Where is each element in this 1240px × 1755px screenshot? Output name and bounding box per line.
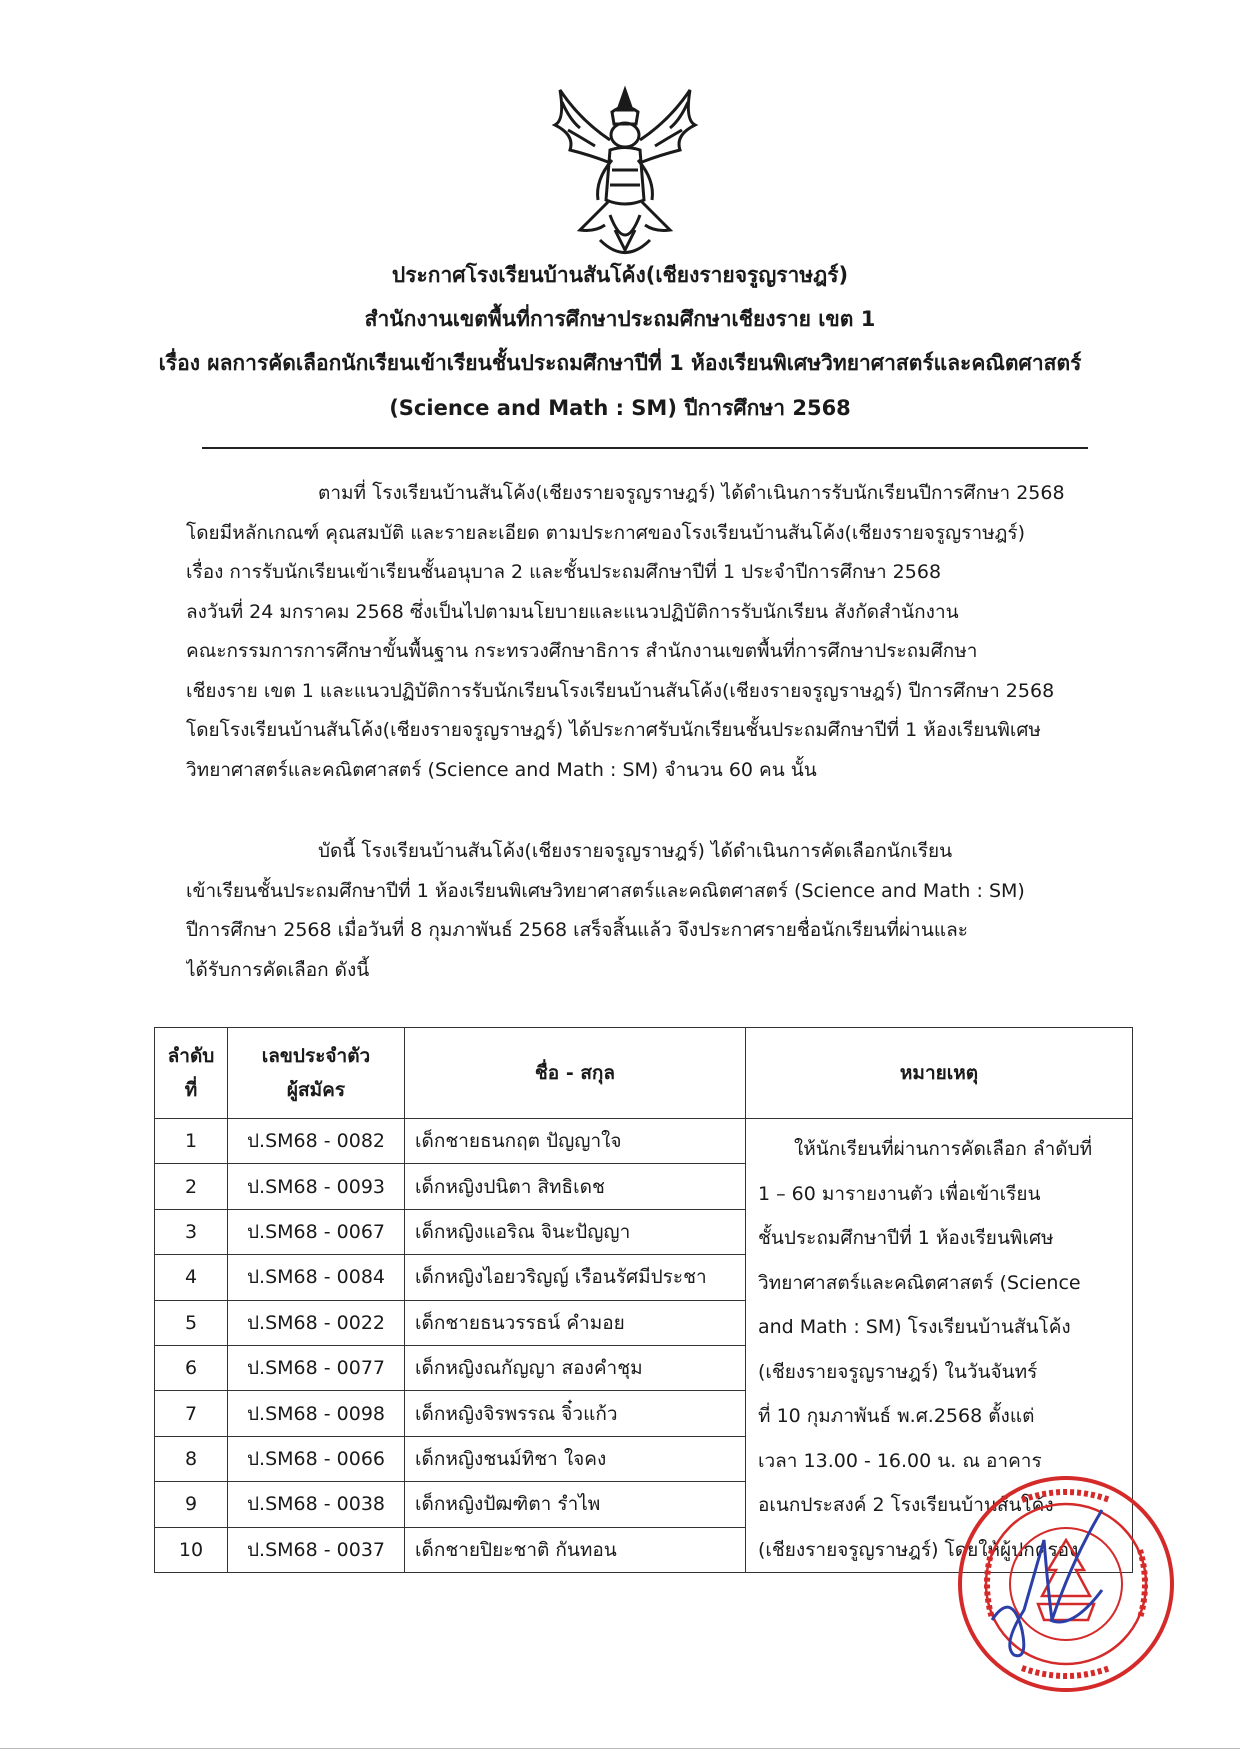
paragraph-2 [186, 832, 1114, 990]
note-line: (เชียงรายจรูญราษฎร์) โดยให้ผู้ปกครอง [758, 1538, 1079, 1561]
cell-id: ป.SM68 - 0077 [228, 1345, 405, 1390]
header-name: ชื่อ - สกุล [405, 1028, 746, 1119]
header-line-1: ประกาศโรงเรียนบ้านสันโค้ง(เชียงรายจรูญราษฎร์) [391, 263, 849, 287]
cell-order: 7 [155, 1391, 228, 1436]
cell-order: 4 [155, 1255, 228, 1300]
cell-name: เด็กชายปิยะชาติ กันทอน [405, 1527, 746, 1572]
paragraph-line: โดยมีหลักเกณฑ์ คุณสมบัติ และรายละเอียด ตามประกาศของโรงเรียนบ้านสันโค้ง(เชียงรายจรูญราษฎร์) [186, 521, 1026, 544]
note-line: (เชียงรายจรูญราษฎร์) ในวันจันทร์ [758, 1360, 1038, 1383]
header-line-2: สำนักงานเขตพื้นที่การศึกษาประถมศึกษาเชียงราย เขต 1 [364, 307, 876, 331]
paragraph-line: เชียงราย เขต 1 และแนวปฏิบัติการรับนักเรียนโรงเรียนบ้านสันโค้ง(เชียงรายจรูญราษฎร์) ปีการศึกษา 2568 [186, 679, 1055, 702]
cell-order: 8 [155, 1436, 228, 1481]
header-note: หมายเหตุ [746, 1028, 1133, 1119]
header-order: ลำดับ ที่ [155, 1028, 228, 1119]
cell-order: 10 [155, 1527, 228, 1572]
cell-id: ป.SM68 - 0084 [228, 1255, 405, 1300]
cell-name: เด็กหญิงณกัญญา สองคำชุม [405, 1345, 746, 1390]
note-line: and Math : SM) โรงเรียนบ้านสันโค้ง [758, 1316, 1071, 1338]
cell-name: เด็กหญิงปนิตา สิทธิเดช [405, 1164, 746, 1209]
cell-name: เด็กชายธนวรรธน์ คำมอย [405, 1300, 746, 1345]
paragraph-line: เข้าเรียนชั้นประถมศึกษาปีที่ 1 ห้องเรียนพิเศษวิทยาศาสตร์และคณิตศาสตร์ (Science and Math : SM) [186, 879, 1025, 902]
note-line: ที่ 10 กุมภาพันธ์ พ.ศ.2568 ตั้งแต่ [758, 1405, 1035, 1427]
page-bottom-edge [0, 1748, 1240, 1749]
cell-id: ป.SM68 - 0093 [228, 1164, 405, 1209]
table-row [155, 1119, 1133, 1164]
table-header-row [155, 1028, 1133, 1119]
cell-order: 5 [155, 1300, 228, 1345]
cell-id: ป.SM68 - 0098 [228, 1391, 405, 1436]
cell-name: เด็กหญิงปัฒฑิตา รำไพ [405, 1482, 746, 1527]
cell-id: ป.SM68 - 0037 [228, 1527, 405, 1572]
note-line: ชั้นประถมศึกษาปีที่ 1 ห้องเรียนพิเศษ [758, 1227, 1054, 1249]
school-seal-stamp-icon [952, 1470, 1180, 1698]
note-line: ให้นักเรียนที่ผ่านการคัดเลือก ลำดับที่ [794, 1138, 1093, 1160]
cell-id: ป.SM68 - 0082 [228, 1119, 405, 1164]
paragraph-1 [186, 474, 1114, 790]
note-line: เวลา 13.00 - 16.00 น. ณ อาคาร [758, 1449, 1042, 1472]
cell-order: 6 [155, 1345, 228, 1390]
cell-name: เด็กหญิงแอริณ จินะปัญญา [405, 1209, 746, 1254]
garuda-emblem-icon [540, 80, 710, 270]
paragraph-line: วิทยาศาสตร์และคณิตศาสตร์ (Science and Math : SM) จำนวน 60 คน นั้น [186, 758, 817, 781]
paragraph-line: เรื่อง การรับนักเรียนเข้าเรียนชั้นอนุบาล 2 และชั้นประถมศึกษาปีที่ 1 ประจำปีการศึกษา 2568 [186, 561, 942, 583]
cell-name: เด็กหญิงไอยวริญญ์ เรือนรัศมีประชา [405, 1255, 746, 1300]
paragraph-line: ปีการศึกษา 2568 เมื่อวันที่ 8 กุมภาพันธ์ 2568 เสร็จสิ้นแล้ว จึงประกาศรายชื่อนักเรียนที่ผ่านและ [186, 919, 968, 941]
paragraph-line: ตามที่ โรงเรียนบ้านสันโค้ง(เชียงรายจรูญราษฎร์) ได้ดำเนินการรับนักเรียนปีการศึกษา 2568 [318, 482, 1065, 504]
note-line: อเนกประสงค์ 2 โรงเรียนบ้านสันโค้ง [758, 1494, 1054, 1516]
cell-order: 9 [155, 1482, 228, 1527]
cell-name: เด็กหญิงจิรพรรณ จิ๋วแก้ว [405, 1391, 746, 1436]
cell-order: 3 [155, 1209, 228, 1254]
note-line: 1 – 60 มารายงานตัว เพื่อเข้าเรียน [758, 1182, 1041, 1205]
cell-name: เด็กหญิงชนม์ทิชา ใจคง [405, 1436, 746, 1481]
cell-order: 2 [155, 1164, 228, 1209]
cell-id: ป.SM68 - 0067 [228, 1209, 405, 1254]
cell-name: เด็กชายธนกฤต ปัญญาใจ [405, 1119, 746, 1164]
paragraph-line: บัดนี้ โรงเรียนบ้านสันโค้ง(เชียงรายจรูญราษฎร์) ได้ดำเนินการคัดเลือกนักเรียน [318, 840, 953, 862]
cell-order: 1 [155, 1119, 228, 1164]
header-subject-line: เรื่อง ผลการคัดเลือกนักเรียนเข้าเรียนชั้นประถมศึกษาปีที่ 1 ห้องเรียนพิเศษวิทยาศาสตร์และคณิตศาสตร์ [158, 351, 1082, 375]
paragraph-line: ได้รับการคัดเลือก ดังนี้ [186, 958, 370, 981]
paragraph-line: ลงวันที่ 24 มกราคม 2568 ซึ่งเป็นไปตามนโยบายและแนวปฏิบัติการรับนักเรียน สังกัดสำนักงาน [186, 600, 959, 623]
header-line-4: (Science and Math : SM) ปีการศึกษา 2568 [389, 396, 851, 420]
cell-id: ป.SM68 - 0038 [228, 1482, 405, 1527]
paragraph-line: คณะกรรมการการศึกษาขั้นพื้นฐาน กระทรวงศึกษาธิการ สำนักงานเขตพื้นที่การศึกษาประถมศึกษา [186, 640, 978, 662]
note-line: วิทยาศาสตร์และคณิตศาสตร์ (Science [758, 1271, 1081, 1294]
paragraph-line: โดยโรงเรียนบ้านสันโค้ง(เชียงรายจรูญราษฎร์) ได้ประกาศรับนักเรียนชั้นประถมศึกษาปีที่ 1 ห้องเรียนพิเศษ [186, 719, 1041, 741]
cell-id: ป.SM68 - 0066 [228, 1436, 405, 1481]
header-divider [202, 447, 1088, 449]
header-applicant-id: เลขประจำตัว ผู้สมัคร [228, 1028, 405, 1119]
cell-id: ป.SM68 - 0022 [228, 1300, 405, 1345]
